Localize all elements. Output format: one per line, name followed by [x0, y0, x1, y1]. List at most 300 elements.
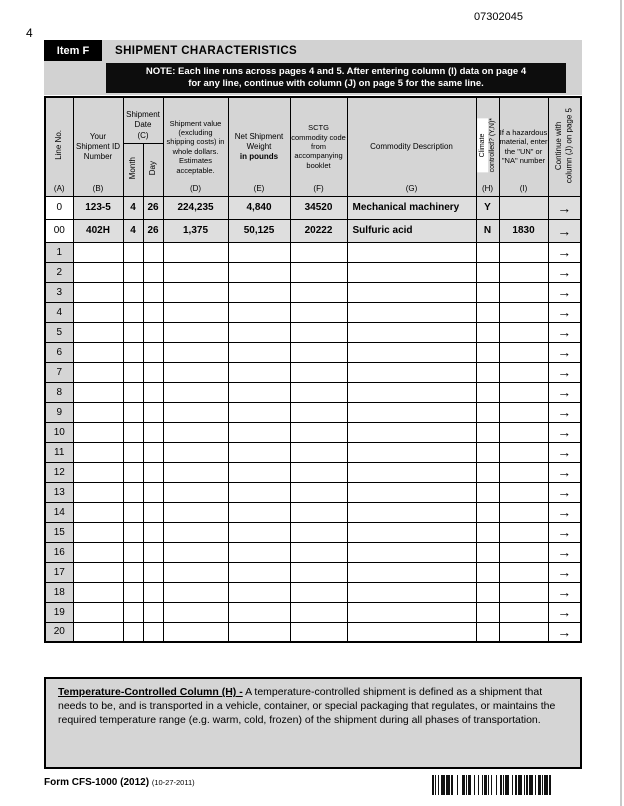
- cell-net-weight: [228, 482, 290, 502]
- table-row: [45, 622, 581, 642]
- table-row: [45, 482, 581, 502]
- cell-commodity-description: [347, 282, 476, 302]
- col-header-net-weight: Net Shipment Weight in pounds (E): [228, 97, 290, 196]
- col-letter-e: (E): [253, 183, 265, 193]
- cell-shipment-id: [73, 262, 123, 282]
- line-number: 10: [45, 422, 73, 442]
- cell-net-weight: [228, 302, 290, 322]
- cell-sctg-code: [290, 482, 347, 502]
- cell-shipment-value: [163, 282, 228, 302]
- cell-climate-controlled: [476, 382, 499, 402]
- cell-shipment-id: [73, 242, 123, 262]
- line-number: 6: [45, 342, 73, 362]
- cell-shipment-id: [73, 302, 123, 322]
- cell-hazmat-number: [499, 622, 548, 642]
- cell-hazmat-number: [499, 462, 548, 482]
- cell-day: 26: [143, 196, 163, 219]
- line-number: 1: [45, 242, 73, 262]
- cell-commodity-description: [347, 382, 476, 402]
- table-row: [45, 542, 581, 562]
- cell-net-weight: [228, 522, 290, 542]
- cell-hazmat-number: [499, 322, 548, 342]
- continue-arrow: →: [548, 422, 581, 442]
- cell-sctg-code: [290, 582, 347, 602]
- cell-shipment-id: 123-5: [73, 196, 123, 219]
- cell-climate-controlled: [476, 302, 499, 322]
- cell-day: [143, 542, 163, 562]
- line-number: 13: [45, 482, 73, 502]
- table-row: [45, 562, 581, 582]
- line-number: 2: [45, 262, 73, 282]
- cell-shipment-id: [73, 522, 123, 542]
- cell-hazmat-number: [499, 422, 548, 442]
- cell-shipment-id: [73, 442, 123, 462]
- cell-net-weight: [228, 242, 290, 262]
- table-row: [45, 442, 581, 462]
- cell-commodity-description: [347, 362, 476, 382]
- cell-shipment-value: [163, 322, 228, 342]
- cell-sctg-code: [290, 302, 347, 322]
- cell-month: [123, 542, 143, 562]
- cell-commodity-description: [347, 582, 476, 602]
- cell-shipment-id: [73, 342, 123, 362]
- note-line-1: NOTE: Each line runs across pages 4 and 5. After entering column (I) data on page 4: [145, 66, 527, 77]
- cell-climate-controlled: [476, 442, 499, 462]
- cell-climate-controlled: N: [476, 219, 499, 242]
- cell-shipment-value: [163, 462, 228, 482]
- cell-commodity-description: [347, 422, 476, 442]
- cell-day: [143, 522, 163, 542]
- cell-commodity-description: [347, 302, 476, 322]
- cell-shipment-value: [163, 602, 228, 622]
- cell-month: 4: [123, 196, 143, 219]
- cell-shipment-value: 1,375: [163, 219, 228, 242]
- cell-sctg-code: [290, 602, 347, 622]
- cell-commodity-description: [347, 622, 476, 642]
- cell-climate-controlled: [476, 422, 499, 442]
- cell-net-weight: [228, 502, 290, 522]
- table-row: [45, 602, 581, 622]
- page-edge: [620, 0, 622, 806]
- cell-month: [123, 282, 143, 302]
- note-line-2: for any line, continue with column (J) on page 5 for the same line.: [188, 77, 484, 89]
- cell-net-weight: 50,125: [228, 219, 290, 242]
- cell-sctg-code: [290, 542, 347, 562]
- cell-climate-controlled: [476, 402, 499, 422]
- cell-day: [143, 422, 163, 442]
- footnote-box: [44, 677, 582, 769]
- cell-month: [123, 302, 143, 322]
- line-number: 16: [45, 542, 73, 562]
- continue-arrow: →: [548, 322, 581, 342]
- line-number: 9: [45, 402, 73, 422]
- cell-shipment-id: [73, 322, 123, 342]
- col-header-commodity-description: Commodity Description (G): [347, 97, 476, 196]
- line-number: 8: [45, 382, 73, 402]
- cell-shipment-id: [73, 402, 123, 422]
- cell-hazmat-number: [499, 402, 548, 422]
- continue-arrow: →: [548, 462, 581, 482]
- cell-shipment-id: [73, 482, 123, 502]
- cell-day: [143, 462, 163, 482]
- cell-day: [143, 602, 163, 622]
- cell-net-weight: [228, 422, 290, 442]
- cell-shipment-id: [73, 282, 123, 302]
- cell-month: [123, 342, 143, 362]
- col-header-line-no: Line No. (A): [45, 97, 73, 196]
- line-number: 7: [45, 362, 73, 382]
- cell-shipment-value: [163, 622, 228, 642]
- cell-hazmat-number: [499, 362, 548, 382]
- cell-climate-controlled: [476, 462, 499, 482]
- table-row: [45, 362, 581, 382]
- line-number: 19: [45, 602, 73, 622]
- cell-shipment-value: [163, 542, 228, 562]
- col-letter-a: (A): [53, 183, 65, 193]
- cell-month: [123, 562, 143, 582]
- cell-shipment-id: [73, 422, 123, 442]
- cell-climate-controlled: [476, 262, 499, 282]
- cell-climate-controlled: [476, 602, 499, 622]
- cell-day: [143, 262, 163, 282]
- cell-day: [143, 362, 163, 382]
- note-bar: [44, 61, 582, 95]
- col-header-sctg-code: SCTG commodity code from accompanying booklet (F): [290, 97, 347, 196]
- table-row: [45, 302, 581, 322]
- cell-sctg-code: [290, 282, 347, 302]
- cell-sctg-code: [290, 242, 347, 262]
- cell-hazmat-number: [499, 542, 548, 562]
- table-row: [45, 322, 581, 342]
- continue-arrow: →: [548, 582, 581, 602]
- cell-shipment-value: 224,235: [163, 196, 228, 219]
- cell-commodity-description: [347, 322, 476, 342]
- cell-day: [143, 502, 163, 522]
- cell-day: [143, 302, 163, 322]
- cell-climate-controlled: [476, 622, 499, 642]
- table-row: [45, 582, 581, 602]
- continue-arrow: →: [548, 502, 581, 522]
- cell-climate-controlled: [476, 562, 499, 582]
- line-number: 17: [45, 562, 73, 582]
- cell-sctg-code: 20222: [290, 219, 347, 242]
- cell-sctg-code: [290, 402, 347, 422]
- cell-net-weight: [228, 282, 290, 302]
- cell-commodity-description: [347, 442, 476, 462]
- continue-arrow: →: [548, 262, 581, 282]
- cell-climate-controlled: [476, 582, 499, 602]
- cell-month: [123, 462, 143, 482]
- cell-day: [143, 342, 163, 362]
- climate-highlight: Climate: [477, 118, 488, 172]
- cell-shipment-id: [73, 622, 123, 642]
- cell-day: [143, 582, 163, 602]
- cell-climate-controlled: [476, 502, 499, 522]
- continue-arrow: →: [548, 242, 581, 262]
- cell-month: [123, 522, 143, 542]
- cell-climate-controlled: [476, 322, 499, 342]
- cell-hazmat-number: [499, 442, 548, 462]
- cell-net-weight: [228, 342, 290, 362]
- continue-arrow: →: [548, 362, 581, 382]
- line-number: 12: [45, 462, 73, 482]
- continue-arrow: →: [548, 196, 581, 219]
- cell-hazmat-number: [499, 262, 548, 282]
- cell-shipment-id: [73, 582, 123, 602]
- item-f-header: [44, 40, 582, 95]
- col-letter-g: (G): [405, 183, 418, 193]
- cell-hazmat-number: [499, 196, 548, 219]
- cell-net-weight: [228, 622, 290, 642]
- cell-shipment-value: [163, 562, 228, 582]
- col-letter-d: (D): [189, 183, 202, 193]
- cell-climate-controlled: [476, 282, 499, 302]
- cell-sctg-code: [290, 622, 347, 642]
- cell-sctg-code: [290, 522, 347, 542]
- cell-sctg-code: [290, 262, 347, 282]
- cell-hazmat-number: [499, 602, 548, 622]
- cell-day: [143, 402, 163, 422]
- cell-month: [123, 442, 143, 462]
- document-control-number: 07302045: [474, 11, 523, 23]
- col-header-month: Month: [123, 143, 143, 196]
- cell-hazmat-number: [499, 242, 548, 262]
- cell-net-weight: [228, 582, 290, 602]
- continue-arrow: →: [548, 382, 581, 402]
- cell-hazmat-number: [499, 302, 548, 322]
- col-letter-h: (H): [481, 183, 494, 193]
- cell-month: [123, 402, 143, 422]
- col-letter-i: (I): [519, 183, 528, 193]
- cell-shipment-value: [163, 262, 228, 282]
- cell-shipment-id: [73, 602, 123, 622]
- cell-commodity-description: [347, 502, 476, 522]
- cell-sctg-code: [290, 382, 347, 402]
- cell-shipment-value: [163, 242, 228, 262]
- continue-arrow: →: [548, 482, 581, 502]
- cell-shipment-value: [163, 342, 228, 362]
- table-row: [45, 522, 581, 542]
- table-row: [45, 502, 581, 522]
- line-number: 0: [45, 196, 73, 219]
- table-row: [45, 402, 581, 422]
- cell-sctg-code: 34520: [290, 196, 347, 219]
- cell-sctg-code: [290, 362, 347, 382]
- cell-net-weight: [228, 462, 290, 482]
- continue-arrow: →: [548, 302, 581, 322]
- barcode: [432, 775, 554, 795]
- cell-commodity-description: [347, 522, 476, 542]
- cell-shipment-value: [163, 382, 228, 402]
- footnote-heading: Temperature-Controlled Column (H) -: [58, 686, 243, 698]
- cell-hazmat-number: [499, 522, 548, 542]
- note-text: [106, 63, 566, 93]
- line-number: 3: [45, 282, 73, 302]
- line-number: 5: [45, 322, 73, 342]
- table-row: [45, 262, 581, 282]
- cell-climate-controlled: [476, 342, 499, 362]
- cell-day: [143, 442, 163, 462]
- line-number: 18: [45, 582, 73, 602]
- table-row: [45, 242, 581, 262]
- line-number: 20: [45, 622, 73, 642]
- table-row: [45, 282, 581, 302]
- cell-climate-controlled: [476, 542, 499, 562]
- line-number: 00: [45, 219, 73, 242]
- continue-arrow: →: [548, 602, 581, 622]
- cell-net-weight: [228, 362, 290, 382]
- cell-hazmat-number: 1830: [499, 219, 548, 242]
- cell-month: [123, 502, 143, 522]
- table-row: [45, 342, 581, 362]
- cell-shipment-id: [73, 462, 123, 482]
- cell-hazmat-number: [499, 282, 548, 302]
- cell-month: [123, 602, 143, 622]
- cell-shipment-value: [163, 442, 228, 462]
- form-revision-date: (10-27-2011): [151, 778, 195, 787]
- cell-climate-controlled: [476, 522, 499, 542]
- col-header-shipment-id: Your Shipment ID Number (B): [73, 97, 123, 196]
- table-row: [45, 219, 581, 242]
- cell-month: [123, 242, 143, 262]
- cell-month: [123, 622, 143, 642]
- cell-net-weight: [228, 382, 290, 402]
- table-row: [45, 382, 581, 402]
- cell-day: [143, 482, 163, 502]
- cell-commodity-description: [347, 342, 476, 362]
- continue-arrow: →: [548, 522, 581, 542]
- cell-net-weight: [228, 542, 290, 562]
- cell-sctg-code: [290, 562, 347, 582]
- item-f-label: Item F: [44, 40, 102, 61]
- footnote-body: A temperature-controlled shipment is defined as a shipment that needs to be, and is transported in a vehicle, container, or special packaging that regulates, or maintains the required temperature range (e.g. warm, cold, frozen) of the shipment during all phases of transportation.: [58, 686, 556, 726]
- continue-arrow: →: [548, 282, 581, 302]
- cell-month: [123, 322, 143, 342]
- cell-day: [143, 282, 163, 302]
- cell-day: [143, 382, 163, 402]
- cell-shipment-value: [163, 482, 228, 502]
- form-id: [44, 777, 195, 788]
- col-header-hazmat-number: If a hazardous material, enter the "UN" or "NA" number (I): [499, 97, 548, 196]
- cell-hazmat-number: [499, 562, 548, 582]
- cell-month: [123, 422, 143, 442]
- cell-commodity-description: [347, 602, 476, 622]
- cell-shipment-id: 402H: [73, 219, 123, 242]
- cell-sctg-code: [290, 342, 347, 362]
- cell-net-weight: [228, 442, 290, 462]
- cell-shipment-value: [163, 402, 228, 422]
- section-title: SHIPMENT CHARACTERISTICS: [115, 44, 298, 57]
- cell-climate-controlled: Y: [476, 196, 499, 219]
- cell-net-weight: 4,840: [228, 196, 290, 219]
- cell-sctg-code: [290, 502, 347, 522]
- cell-net-weight: [228, 262, 290, 282]
- page-number: 4: [26, 26, 33, 40]
- cell-day: [143, 562, 163, 582]
- cell-hazmat-number: [499, 482, 548, 502]
- header-row-top: [45, 97, 581, 143]
- cell-month: [123, 582, 143, 602]
- cell-climate-controlled: [476, 362, 499, 382]
- cell-hazmat-number: [499, 342, 548, 362]
- col-letter-f: (F): [313, 183, 324, 193]
- table-row: [45, 462, 581, 482]
- table-row: [45, 196, 581, 219]
- cell-sctg-code: [290, 322, 347, 342]
- cell-shipment-id: [73, 382, 123, 402]
- cell-shipment-id: [73, 362, 123, 382]
- cell-hazmat-number: [499, 582, 548, 602]
- cell-shipment-value: [163, 302, 228, 322]
- cell-month: [123, 482, 143, 502]
- cell-net-weight: [228, 602, 290, 622]
- continue-arrow: →: [548, 402, 581, 422]
- line-number: 14: [45, 502, 73, 522]
- continue-arrow: →: [548, 562, 581, 582]
- cell-shipment-id: [73, 562, 123, 582]
- cell-hazmat-number: [499, 382, 548, 402]
- col-letter-b: (B): [92, 183, 104, 193]
- cell-net-weight: [228, 562, 290, 582]
- cell-commodity-description: Mechanical machinery: [347, 196, 476, 219]
- line-number: 11: [45, 442, 73, 462]
- continue-arrow: →: [548, 542, 581, 562]
- line-number: 4: [45, 302, 73, 322]
- cell-commodity-description: [347, 402, 476, 422]
- cell-commodity-description: [347, 482, 476, 502]
- cell-month: 4: [123, 219, 143, 242]
- continue-arrow: →: [548, 622, 581, 642]
- cell-commodity-description: [347, 542, 476, 562]
- cell-shipment-value: [163, 502, 228, 522]
- cell-net-weight: [228, 322, 290, 342]
- cell-sctg-code: [290, 442, 347, 462]
- col-letter-c: (C): [137, 130, 149, 140]
- continue-arrow: →: [548, 442, 581, 462]
- cell-commodity-description: [347, 562, 476, 582]
- shipment-characteristics-table: [44, 96, 582, 643]
- cell-shipment-value: [163, 522, 228, 542]
- cell-net-weight: [228, 402, 290, 422]
- item-title-bar: [44, 40, 582, 61]
- cell-climate-controlled: [476, 482, 499, 502]
- col-header-climate-controlled: Climate controlled? (Y,N)* (H): [476, 97, 499, 196]
- cell-commodity-description: Sulfuric acid: [347, 219, 476, 242]
- cell-sctg-code: [290, 462, 347, 482]
- col-header-day: Day: [143, 143, 163, 196]
- cell-day: [143, 242, 163, 262]
- continue-arrow: →: [548, 342, 581, 362]
- cell-shipment-value: [163, 422, 228, 442]
- line-number: 15: [45, 522, 73, 542]
- col-header-continue-page-5: Continue with column (J) on page 5: [548, 97, 581, 196]
- cell-commodity-description: [347, 262, 476, 282]
- cell-sctg-code: [290, 422, 347, 442]
- cell-shipment-value: [163, 362, 228, 382]
- cell-month: [123, 382, 143, 402]
- cell-month: [123, 362, 143, 382]
- cell-climate-controlled: [476, 242, 499, 262]
- cell-shipment-id: [73, 502, 123, 522]
- col-header-shipment-date: Shipment Date (C): [123, 97, 163, 143]
- cell-day: [143, 622, 163, 642]
- cell-commodity-description: [347, 462, 476, 482]
- cell-hazmat-number: [499, 502, 548, 522]
- cell-shipment-id: [73, 542, 123, 562]
- table-row: [45, 422, 581, 442]
- cell-shipment-value: [163, 582, 228, 602]
- cell-day: 26: [143, 219, 163, 242]
